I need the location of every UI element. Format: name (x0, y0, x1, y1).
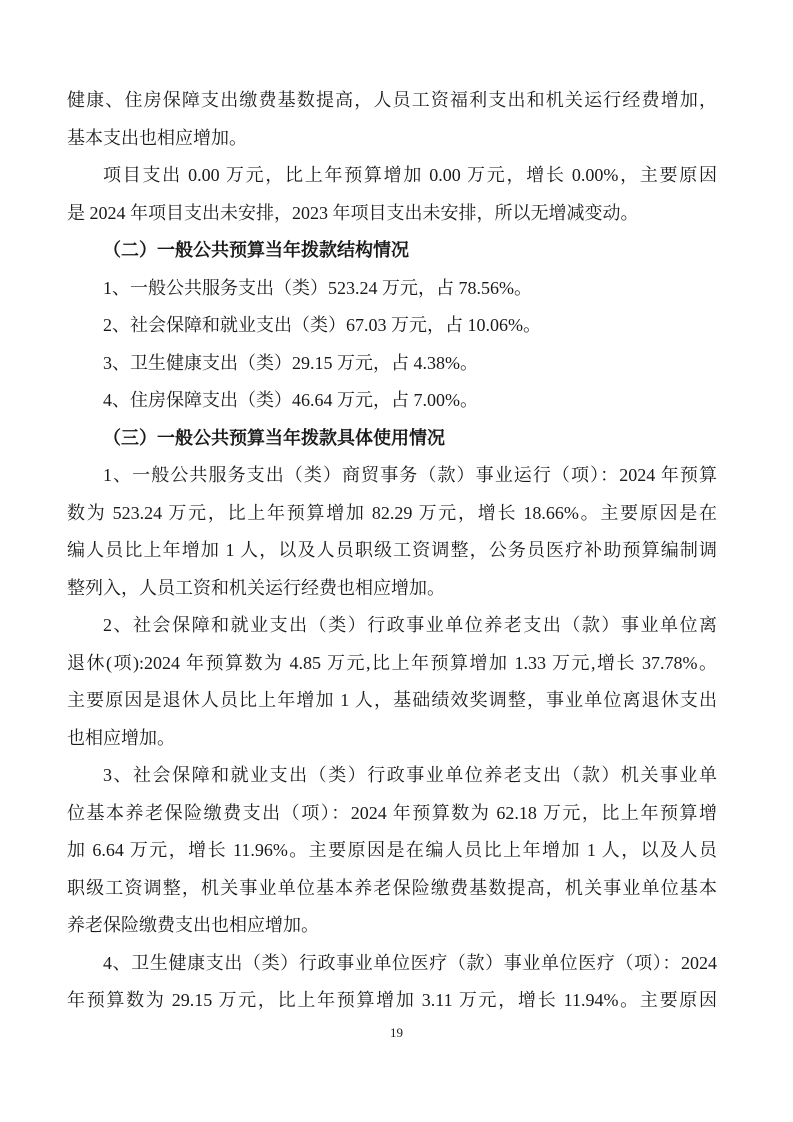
para-detail-1-line: 编人员比上年增加 1 人，以及人员职级工资调整，公务员医疗补助预算编制调 (67, 540, 717, 560)
list-item-general-public-service: 1、一般公共服务支出（类）523.24 万元，占 78.56%。 (103, 277, 532, 298)
list-item-housing: 4、住房保障支出（类）46.64 万元，占 7.00%。 (103, 390, 478, 410)
list-item-health: 3、卫生健康支出（类）29.15 万元，占 4.38%。 (103, 352, 478, 373)
para-detail-2-line: 2、社会保障和就业支出（类）行政事业单位养老支出（款）事业单位离 (103, 615, 717, 635)
para-basic-expenditure-line: 基本支出也相应增加。 (67, 127, 247, 148)
section-heading-allocation-structure: （二）一般公共预算当年拨款结构情况 (103, 240, 409, 260)
para-detail-4-line: 年预算数为 29.15 万元，比上年预算增加 3.11 万元，增长 11.94%。主要原因 (67, 990, 717, 1010)
para-detail-2-line: 也相应增加。 (67, 727, 175, 748)
para-basic-expenditure-line: 健康、住房保障支出缴费基数提高，人员工资福利支出和机关运行经费增加， (67, 90, 717, 110)
para-detail-3-line: 3、社会保障和就业支出（类）行政事业单位养老支出（款）机关事业单 (103, 765, 717, 785)
para-detail-3-line: 位基本养老保险缴费支出（项）：2024 年预算数为 62.18 万元，比上年预算增 (67, 802, 717, 823)
para-project-expenditure-line: 项目支出 0.00 万元，比上年预算增加 0.00 万元，增长 0.00%，主要原因 (103, 165, 717, 185)
para-detail-3-line: 养老保险缴费支出也相应增加。 (67, 915, 319, 935)
para-detail-1-line: 1、一般公共服务支出（类）商贸事务（款）事业运行（项）：2024 年预算 (103, 465, 717, 485)
para-detail-3-line: 加 6.64 万元，增长 11.96%。主要原因是在编人员比上年增加 1 人，以及人员 (67, 840, 717, 860)
para-project-expenditure-line: 是 2024 年项目支出未安排，2023 年项目支出未安排，所以无增减变动。 (67, 202, 639, 223)
para-detail-1-line: 数为 523.24 万元，比上年预算增加 82.29 万元，增长 18.66%。主要原因是在 (67, 502, 717, 523)
list-item-social-security: 2、社会保障和就业支出（类）67.03 万元，占 10.06%。 (103, 315, 541, 335)
section-heading-allocation-usage: （三）一般公共预算当年拨款具体使用情况 (103, 427, 445, 448)
para-detail-2-line: 退休(项):2024 年预算数为 4.85 万元,比上年预算增加 1.33 万元,增长 37.78%。 (67, 652, 717, 673)
para-detail-4-line: 4、卫生健康支出（类）行政事业单位医疗（款）事业单位医疗（项）：2024 (103, 952, 717, 973)
para-detail-1-line: 整列入，人员工资和机关运行经费也相应增加。 (67, 577, 445, 598)
document-body (67, 82, 717, 1020)
para-detail-2-line: 主要原因是退休人员比上年增加 1 人，基础绩效奖调整，事业单位离退休支出 (67, 690, 717, 710)
page-number: 19 (390, 1025, 403, 1040)
para-detail-3-line: 职级工资调整，机关事业单位基本养老保险缴费基数提高，机关事业单位基本 (67, 877, 717, 898)
